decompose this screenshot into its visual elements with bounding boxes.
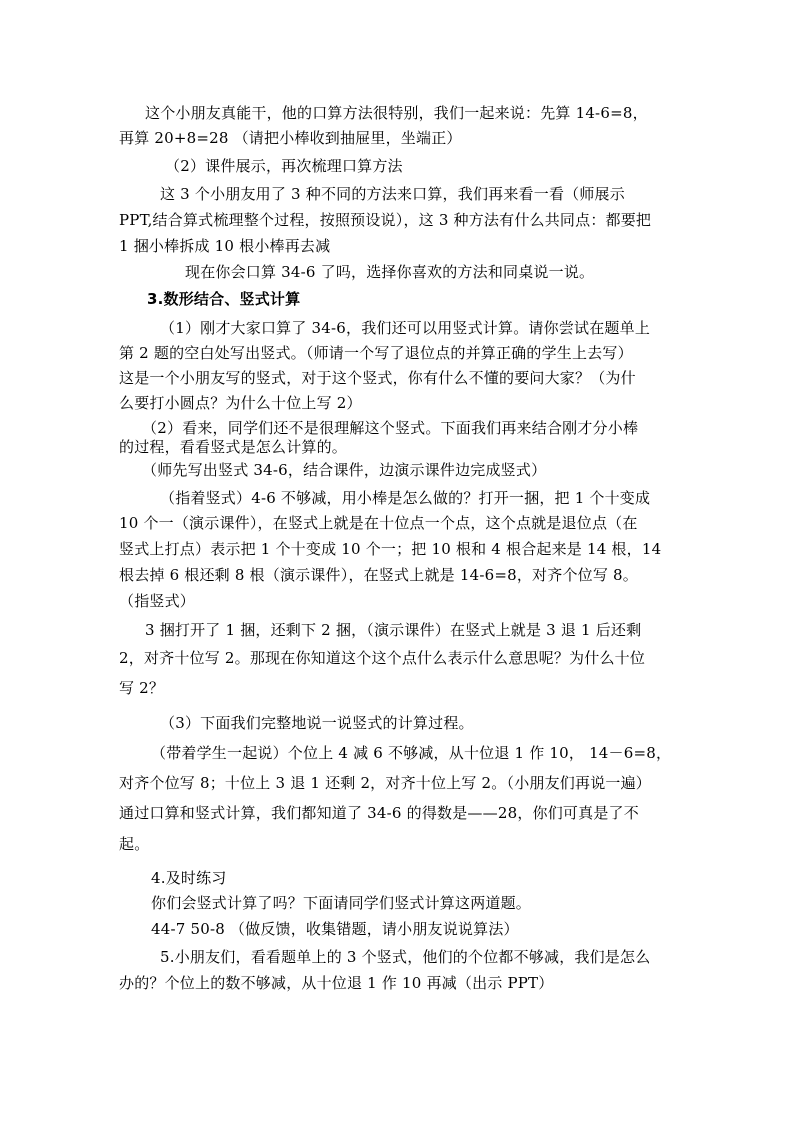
paragraph-line: 对齐个位写 8；十位上 3 退 1 还剩 2，对齐十位上写 2。（小朋友们再说一遍） xyxy=(119,774,651,792)
paragraph-line: 第 2 题的空白处写出竖式。（师请一个写了退位点的并算正确的学生上去写） xyxy=(119,344,633,362)
section-heading: 3.数形结合、竖式计算 xyxy=(147,290,301,308)
paragraph-line: （2）看来，同学们还不是很理解这个竖式。下面我们再来结合刚才分小棒 xyxy=(142,419,639,437)
paragraph-line: 44-7 50-8 （做反馈，收集错题，请小朋友说说算法） xyxy=(151,920,519,938)
paragraph-line: 这 3 个小朋友用了 3 种不同的方法来口算，我们再来看一看（师展示 xyxy=(160,185,625,203)
paragraph-line: 现在你会口算 34-6 了吗，选择你喜欢的方法和同桌说一说。 xyxy=(185,263,595,281)
paragraph-line: 通过口算和竖式计算，我们都知道了 34-6 的得数是——28，你们可真是了不 xyxy=(119,804,639,822)
paragraph-line: 你们会竖式计算了吗？下面请同学们竖式计算这两道题。 xyxy=(151,894,532,912)
paragraph-line: 这个小朋友真能干，他的口算方法很特别，我们一起来说：先算 14-6=8， xyxy=(145,104,648,122)
paragraph-line: 再算 20+8=28 （请把小棒收到抽屉里，坐端正） xyxy=(119,129,462,147)
paragraph-line: 2，对齐十位写 2。那现在你知道这个这个点什么表示什么意思呢？为什么十位 xyxy=(119,649,646,667)
paragraph-line: 办的？个位上的数不够减，从十位退 1 作 10 再减（出示 PPT） xyxy=(119,974,554,992)
paragraph-line: 起。 xyxy=(119,835,150,853)
paragraph-line: 5.小朋友们，看看题单上的 3 个竖式，他们的个位都不够减，我们是怎么 xyxy=(160,948,651,966)
section-heading: （2）课件展示，再次梳理口算方法 xyxy=(165,157,403,175)
paragraph-line: 写 2？ xyxy=(119,679,165,697)
paragraph-line: 10 个一（演示课件），在竖式上就是在十位点一个点，这个点就是退位点（在 xyxy=(119,514,638,532)
paragraph-line: 3 捆打开了 1 捆，还剩下 2 捆，（演示课件）在竖式上就是 3 退 1 后还剩 xyxy=(145,621,642,639)
paragraph-line: 的过程，看看竖式是怎么计算的。 xyxy=(119,438,348,456)
paragraph-line: （指竖式） xyxy=(119,592,196,610)
section-heading: （3）下面我们完整地说一说竖式的计算过程。 xyxy=(160,714,474,732)
section-heading: 4.及时练习 xyxy=(151,869,227,887)
paragraph-line: PPT,结合算式梳理整个过程，按照预设说），这 3 种方法有什么共同点：都要把 xyxy=(119,211,652,229)
paragraph-line: （指着竖式）4-6 不够减，用小棒是怎么做的？打开一捆，把 1 个十变成 xyxy=(160,489,651,507)
paragraph-line: 么要打小圆点？为什么十位上写 2） xyxy=(119,394,362,412)
paragraph-line: （师先写出竖式 34-6，结合课件，边演示课件边完成竖式） xyxy=(142,461,547,479)
paragraph-line: 竖式上打点）表示把 1 个十变成 10 个一；把 10 根和 4 根合起来是 14 根，14 xyxy=(119,540,662,558)
paragraph-line: 根去掉 6 根还剩 8 根（演示课件），在竖式上就是 14-6=8，对齐个位写 8。 xyxy=(119,566,638,584)
paragraph-line: 1 捆小棒拆成 10 根小棒再去减 xyxy=(119,237,331,255)
paragraph-line: （1）刚才大家口算了 34-6，我们还可以用竖式计算。请你尝试在题单上 xyxy=(160,319,651,337)
paragraph-line: （带着学生一起说）个位上 4 减 6 不够减，从十位退 1 作 10， 14－6=8， xyxy=(151,744,672,762)
paragraph-line: 这是一个小朋友写的竖式，对于这个竖式，你有什么不懂的要问大家？（为什 xyxy=(119,369,636,387)
